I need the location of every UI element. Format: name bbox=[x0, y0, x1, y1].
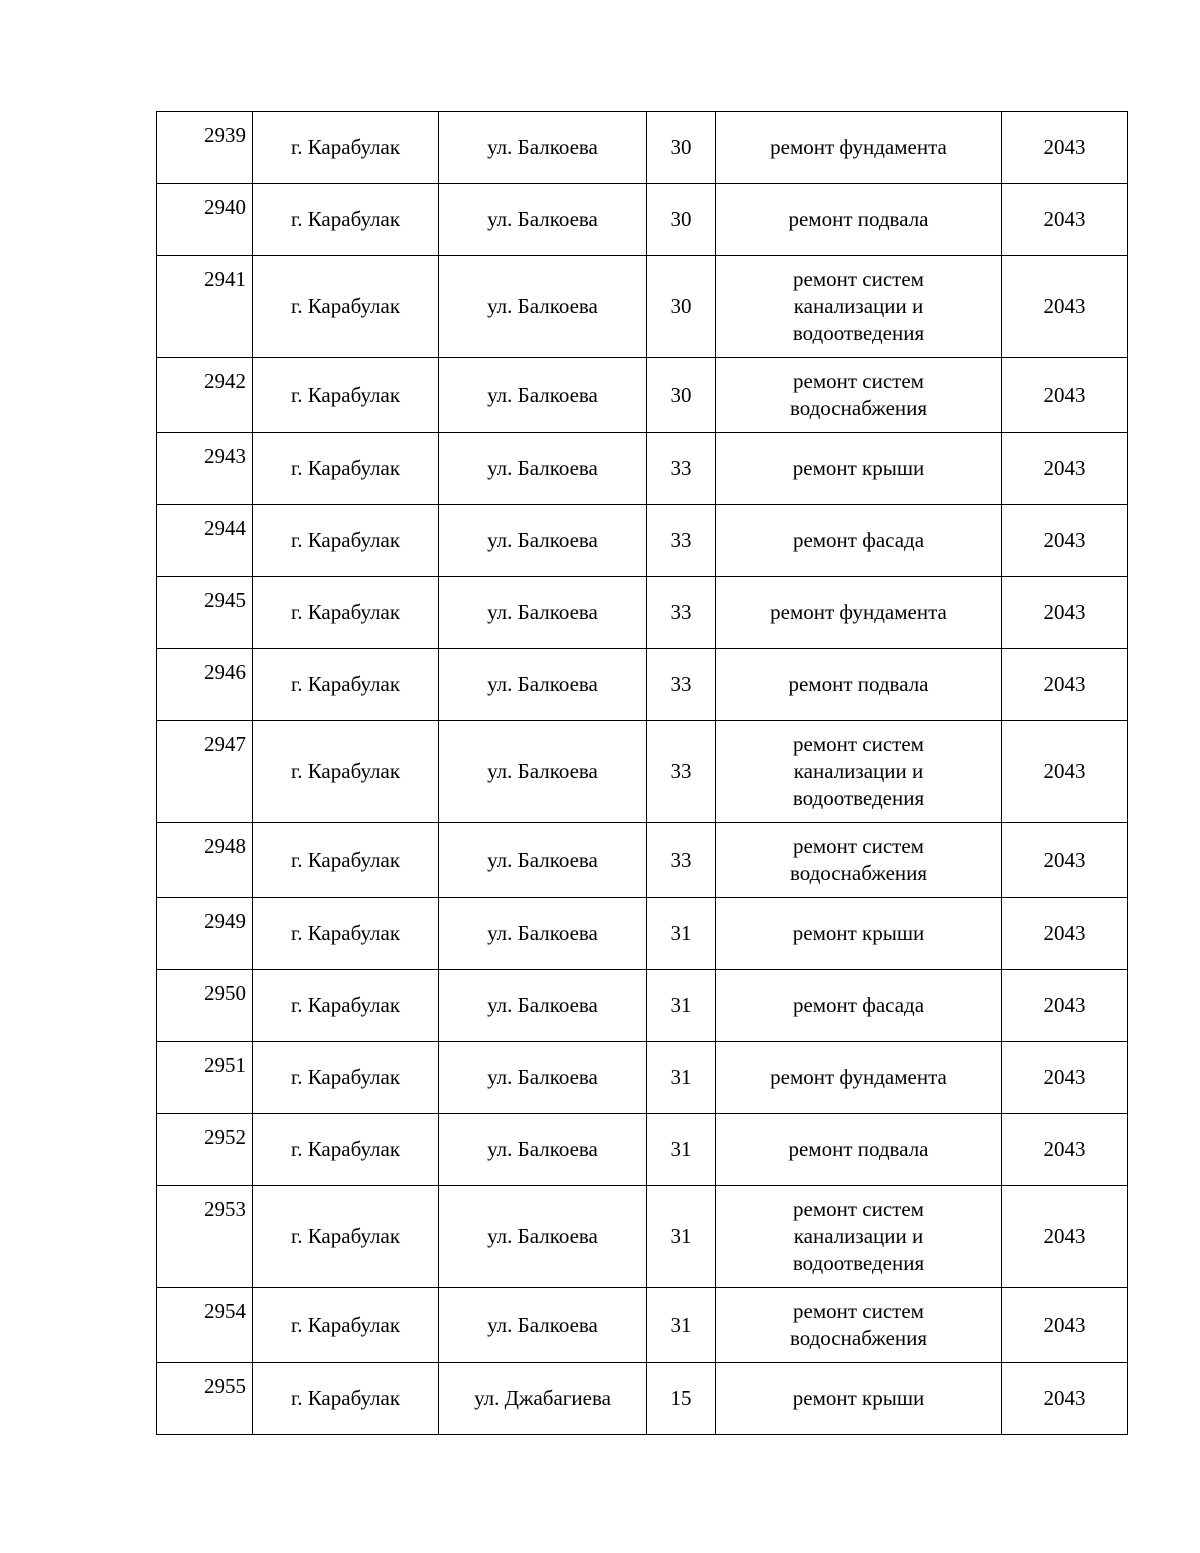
table-row bbox=[157, 505, 1128, 577]
street-cell: ул. Джабагиева bbox=[439, 1363, 647, 1435]
row-number: 2940 bbox=[157, 184, 253, 256]
city-cell: г. Карабулак bbox=[253, 1186, 439, 1288]
year-cell: 2043 bbox=[1002, 1042, 1128, 1114]
table-row bbox=[157, 1288, 1128, 1363]
work-type-cell: ремонт фундамента bbox=[716, 1042, 1002, 1114]
work-type-cell: ремонт систем канализации и водоотведения bbox=[716, 721, 1002, 823]
city-cell: г. Карабулак bbox=[253, 184, 439, 256]
year-cell: 2043 bbox=[1002, 970, 1128, 1042]
work-type-cell: ремонт крыши bbox=[716, 1363, 1002, 1435]
house-number-cell: 33 bbox=[647, 505, 716, 577]
year-cell: 2043 bbox=[1002, 184, 1128, 256]
year-cell: 2043 bbox=[1002, 1114, 1128, 1186]
year-cell: 2043 bbox=[1002, 649, 1128, 721]
street-cell: ул. Балкоева bbox=[439, 649, 647, 721]
work-type-cell: ремонт систем водоснабжения bbox=[716, 358, 1002, 433]
street-cell: ул. Балкоева bbox=[439, 184, 647, 256]
street-cell: ул. Балкоева bbox=[439, 256, 647, 358]
city-cell: г. Карабулак bbox=[253, 649, 439, 721]
row-number: 2954 bbox=[157, 1288, 253, 1363]
city-cell: г. Карабулак bbox=[253, 1114, 439, 1186]
row-number: 2955 bbox=[157, 1363, 253, 1435]
house-number-cell: 31 bbox=[647, 898, 716, 970]
street-cell: ул. Балкоева bbox=[439, 1288, 647, 1363]
city-cell: г. Карабулак bbox=[253, 505, 439, 577]
house-number-cell: 30 bbox=[647, 112, 716, 184]
city-cell: г. Карабулак bbox=[253, 721, 439, 823]
table-row bbox=[157, 898, 1128, 970]
row-number: 2941 bbox=[157, 256, 253, 358]
house-number-cell: 33 bbox=[647, 823, 716, 898]
year-cell: 2043 bbox=[1002, 433, 1128, 505]
work-type-cell: ремонт крыши bbox=[716, 898, 1002, 970]
work-type-cell: ремонт систем канализации и водоотведения bbox=[716, 1186, 1002, 1288]
work-type-cell: ремонт фасада bbox=[716, 505, 1002, 577]
city-cell: г. Карабулак bbox=[253, 433, 439, 505]
work-type-cell: ремонт крыши bbox=[716, 433, 1002, 505]
city-cell: г. Карабулак bbox=[253, 1288, 439, 1363]
work-type-cell: ремонт фундамента bbox=[716, 577, 1002, 649]
house-number-cell: 30 bbox=[647, 358, 716, 433]
work-type-cell: ремонт систем водоснабжения bbox=[716, 823, 1002, 898]
table-row bbox=[157, 184, 1128, 256]
work-type-cell: ремонт подвала bbox=[716, 184, 1002, 256]
city-cell: г. Карабулак bbox=[253, 577, 439, 649]
house-number-cell: 31 bbox=[647, 970, 716, 1042]
row-number: 2946 bbox=[157, 649, 253, 721]
work-type-cell: ремонт подвала bbox=[716, 649, 1002, 721]
table-row bbox=[157, 823, 1128, 898]
year-cell: 2043 bbox=[1002, 256, 1128, 358]
row-number: 2950 bbox=[157, 970, 253, 1042]
table-row bbox=[157, 433, 1128, 505]
street-cell: ул. Балкоева bbox=[439, 1114, 647, 1186]
table-body bbox=[157, 112, 1128, 1435]
row-number: 2951 bbox=[157, 1042, 253, 1114]
table-row bbox=[157, 649, 1128, 721]
row-number: 2939 bbox=[157, 112, 253, 184]
year-cell: 2043 bbox=[1002, 823, 1128, 898]
city-cell: г. Карабулак bbox=[253, 256, 439, 358]
year-cell: 2043 bbox=[1002, 1363, 1128, 1435]
city-cell: г. Карабулак bbox=[253, 970, 439, 1042]
table-row bbox=[157, 1186, 1128, 1288]
year-cell: 2043 bbox=[1002, 1288, 1128, 1363]
work-type-cell: ремонт систем водоснабжения bbox=[716, 1288, 1002, 1363]
row-number: 2949 bbox=[157, 898, 253, 970]
row-number: 2945 bbox=[157, 577, 253, 649]
house-number-cell: 31 bbox=[647, 1288, 716, 1363]
table-row bbox=[157, 970, 1128, 1042]
work-type-cell: ремонт подвала bbox=[716, 1114, 1002, 1186]
table-row bbox=[157, 1363, 1128, 1435]
row-number: 2942 bbox=[157, 358, 253, 433]
street-cell: ул. Балкоева bbox=[439, 358, 647, 433]
city-cell: г. Карабулак bbox=[253, 1042, 439, 1114]
house-number-cell: 30 bbox=[647, 184, 716, 256]
house-number-cell: 33 bbox=[647, 649, 716, 721]
year-cell: 2043 bbox=[1002, 898, 1128, 970]
work-type-cell: ремонт фундамента bbox=[716, 112, 1002, 184]
house-number-cell: 15 bbox=[647, 1363, 716, 1435]
house-number-cell: 31 bbox=[647, 1186, 716, 1288]
table-row bbox=[157, 1042, 1128, 1114]
row-number: 2948 bbox=[157, 823, 253, 898]
year-cell: 2043 bbox=[1002, 358, 1128, 433]
city-cell: г. Карабулак bbox=[253, 358, 439, 433]
row-number: 2943 bbox=[157, 433, 253, 505]
table-row bbox=[157, 256, 1128, 358]
street-cell: ул. Балкоева bbox=[439, 505, 647, 577]
street-cell: ул. Балкоева bbox=[439, 577, 647, 649]
year-cell: 2043 bbox=[1002, 505, 1128, 577]
house-number-cell: 31 bbox=[647, 1114, 716, 1186]
year-cell: 2043 bbox=[1002, 577, 1128, 649]
row-number: 2953 bbox=[157, 1186, 253, 1288]
table-row bbox=[157, 1114, 1128, 1186]
table-row bbox=[157, 577, 1128, 649]
table-row bbox=[157, 358, 1128, 433]
table-row bbox=[157, 721, 1128, 823]
row-number: 2947 bbox=[157, 721, 253, 823]
row-number: 2944 bbox=[157, 505, 253, 577]
house-number-cell: 33 bbox=[647, 721, 716, 823]
table-row bbox=[157, 112, 1128, 184]
city-cell: г. Карабулак bbox=[253, 898, 439, 970]
street-cell: ул. Балкоева bbox=[439, 1042, 647, 1114]
city-cell: г. Карабулак bbox=[253, 1363, 439, 1435]
house-number-cell: 31 bbox=[647, 1042, 716, 1114]
work-type-cell: ремонт фасада bbox=[716, 970, 1002, 1042]
year-cell: 2043 bbox=[1002, 721, 1128, 823]
city-cell: г. Карабулак bbox=[253, 823, 439, 898]
house-number-cell: 33 bbox=[647, 577, 716, 649]
street-cell: ул. Балкоева bbox=[439, 112, 647, 184]
street-cell: ул. Балкоева bbox=[439, 433, 647, 505]
street-cell: ул. Балкоева bbox=[439, 970, 647, 1042]
year-cell: 2043 bbox=[1002, 1186, 1128, 1288]
year-cell: 2043 bbox=[1002, 112, 1128, 184]
street-cell: ул. Балкоева bbox=[439, 721, 647, 823]
street-cell: ул. Балкоева bbox=[439, 1186, 647, 1288]
street-cell: ул. Балкоева bbox=[439, 823, 647, 898]
street-cell: ул. Балкоева bbox=[439, 898, 647, 970]
row-number: 2952 bbox=[157, 1114, 253, 1186]
house-number-cell: 30 bbox=[647, 256, 716, 358]
repair-schedule-table bbox=[156, 111, 1128, 1435]
work-type-cell: ремонт систем канализации и водоотведения bbox=[716, 256, 1002, 358]
house-number-cell: 33 bbox=[647, 433, 716, 505]
city-cell: г. Карабулак bbox=[253, 112, 439, 184]
